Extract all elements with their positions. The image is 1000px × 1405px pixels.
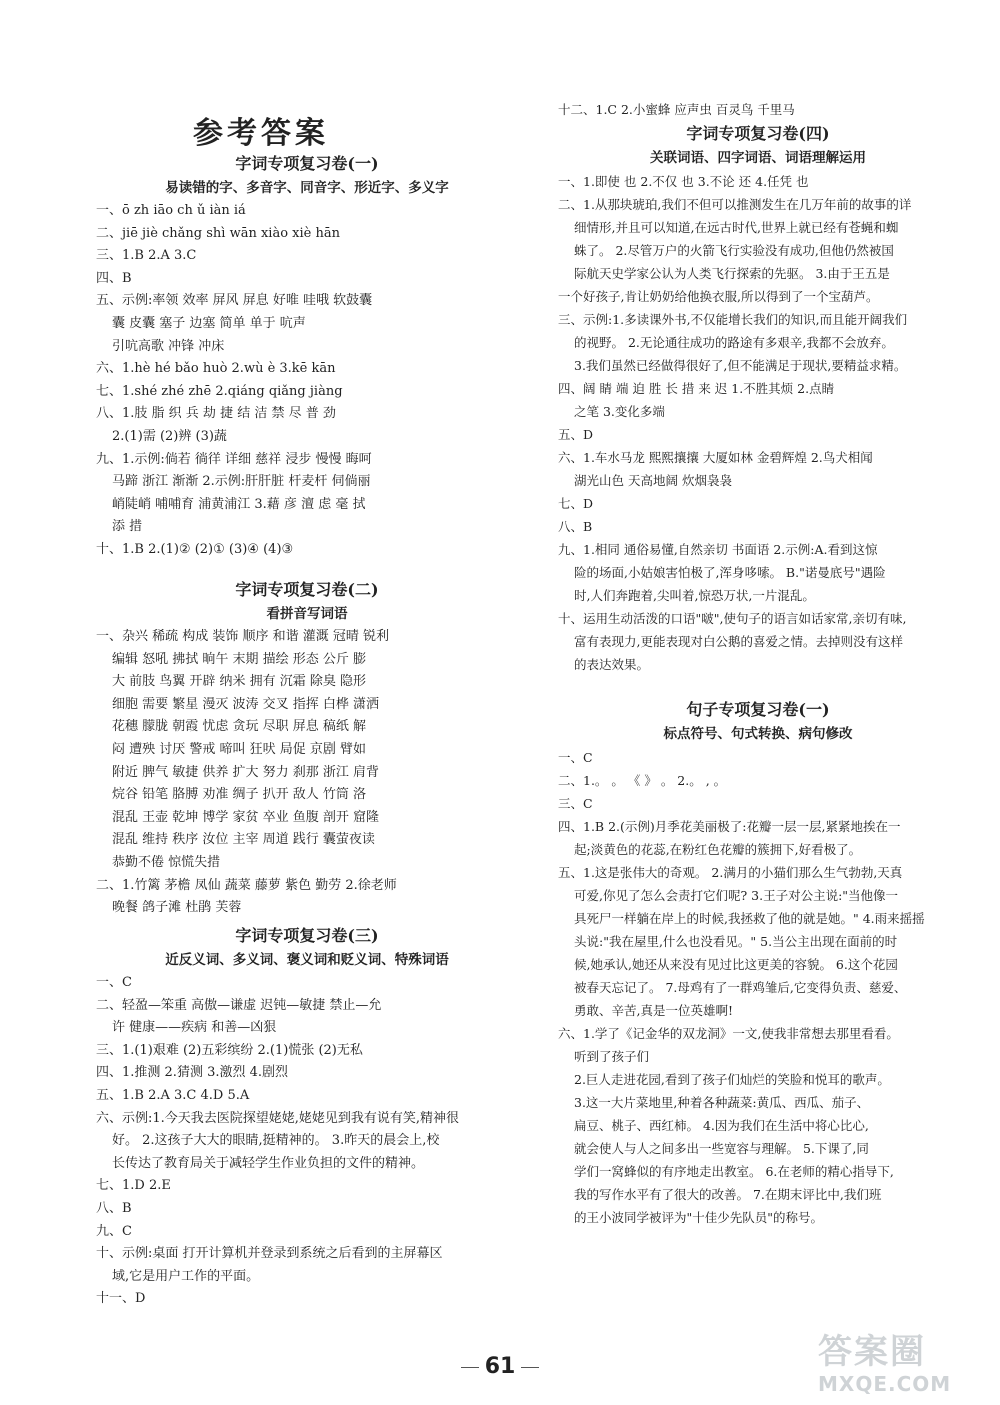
answer-line: 九、1.相同 通俗易懂,自然亲切 书面语 2.示例:A.看到这惊	[558, 542, 878, 557]
answer-line: 囊 皮囊 塞子 边塞 简单 单于 吭声	[112, 315, 306, 331]
answer-line: 的王小波同学被评为"十佳少先队员"的称号。	[574, 1210, 823, 1225]
answer-line: 可爱,你见了怎么会责打它们呢? 3.王子对公主说:"当他像一	[574, 888, 899, 903]
page-number: 61	[440, 1354, 560, 1379]
answer-line: 的表达效果。	[574, 657, 650, 672]
answer-line: 域,它是用户工作的平面。	[112, 1268, 260, 1284]
answer-line: 添 措	[112, 519, 143, 535]
answer-line: 一、C	[96, 975, 132, 990]
answer-line: 峭陡峭 哺哺育 浦黄浦江 3.藉 彦 澶 虑 毫 拭	[112, 496, 366, 512]
answer-lines	[96, 200, 518, 562]
answer-line: 被春天忘记了。 7.母鸡有了一群鸡雏后,它变得负责、慈爱、	[574, 980, 907, 995]
answer-line: 十、1.B 2.(1)② (2)① (3)④ (4)③	[96, 541, 294, 557]
answer-line: 三、C	[558, 796, 593, 811]
section-title: 字词专项复习卷(四)	[686, 124, 830, 143]
answer-line: 六、1.车水马龙 熙熙攘攘 大厦如林 金碧辉煌 2.鸟犬相闻	[558, 450, 873, 465]
answer-line: 细胞 需要 繁星 漫灭 波涛 交叉 指挥 白桦 潇洒	[112, 696, 380, 712]
page-title: 参考答案	[193, 116, 329, 151]
watermark-text: 答案圈	[818, 1332, 926, 1372]
answer-line: 九、C	[96, 1223, 132, 1239]
answer-line: 花穗 朦胧 朝霞 忧虑 贪玩 尽职 屏息 稿纸 解	[112, 719, 367, 735]
answer-line: 学们一窝蜂似的有序地走出教室。 6.在老师的精心指导下,	[574, 1164, 894, 1179]
answer-line: 七、D	[558, 496, 594, 511]
section-subtitle: 易读错的字、多音字、同音字、形近字、多义字	[165, 180, 449, 196]
section-top-continued	[558, 98, 958, 121]
answer-line: 2.(1)需 (2)辨 (3)蔬	[112, 428, 227, 444]
answer-line: 三、示例:1.多读课外书,不仅能增长我们的知识,而且能开阔我们	[558, 312, 908, 327]
answer-line: 长传达了教育局关于减轻学生作业负担的文件的精神。	[112, 1155, 425, 1171]
answer-lines	[558, 170, 958, 676]
answer-line: 一个好孩子,肯让奶奶给他换衣服,所以得到了一个宝葫芦。	[558, 289, 879, 304]
answer-line: 五、D	[558, 427, 594, 442]
section-title: 字词专项复习卷(三)	[235, 926, 379, 945]
answer-line: 之笔 3.变化多端	[574, 404, 665, 419]
answer-line: 好。 2.这孩子大大的眼睛,挺精神的。 3.昨天的晨会上,校	[112, 1133, 440, 1149]
answer-line: 七、1.shé zhé zhē 2.qiáng qiǎng jiàng	[96, 383, 343, 399]
answer-line: 三、1.(1)艰难 (2)五彩缤纷 2.(1)慌张 (2)无私	[96, 1042, 363, 1058]
answer-line: 二、轻盈—笨重 高傲—谦虚 迟钝—敏捷 禁止—允	[96, 997, 382, 1013]
answer-line: 八、B	[96, 1200, 132, 1216]
answer-line: 四、阔 睛 端 迫 胜 长 措 来 迟 1.不胜其烦 2.点睛	[558, 381, 835, 396]
answer-line: 混乱 维持 秩序 汝位 主宰 周道 践行 囊萤夜读	[112, 832, 375, 848]
answer-line: 蛛了。 2.尽管万户的火箭飞行实验没有成功,但他仍然被国	[574, 243, 894, 258]
answer-line: 十、示例:桌面 打开计算机并登录到系统之后看到的主屏幕区	[96, 1246, 443, 1262]
answer-line: 混乱 王壶 乾坤 博学 家贫 卒业 鱼腹 剖开 窟隆	[112, 809, 380, 825]
answer-line: 四、B	[96, 270, 132, 286]
answer-line: 的视野。 2.无论通往成功的路途有多艰辛,我都不会放弃。	[574, 335, 894, 350]
answer-line: 3.我们虽然已经做得很好了,但不能满足于现状,要精益求精。	[574, 358, 907, 373]
answer-line: 二、jiē jiè chǎng shì wān xiào xiè hān	[96, 225, 340, 241]
section-ciyu-1	[96, 152, 518, 562]
answer-line: 险的场面,小姑娘害怕极了,浑身哆嗦。 B."诺曼底号"遇险	[574, 565, 886, 580]
section-ciyu-3	[96, 924, 518, 1311]
answer-lines	[96, 972, 518, 1311]
answer-line: 勇敢、辛苦,真是一位英雄啊!	[574, 1003, 733, 1018]
answer-line: 烷谷 铅笔 胳膊 劝准 绸子 扒开 敌人 竹筒 洛	[112, 787, 367, 803]
answer-line: 七、1.D 2.E	[96, 1178, 171, 1194]
section-ciyu-2	[96, 578, 518, 920]
answer-line: 细情形,并且可以知道,在远古时代,世界上就已经有苍蝇和蜘	[574, 220, 899, 235]
answer-line: 八、B	[558, 519, 593, 534]
section-juzi-1	[558, 698, 958, 1229]
answer-line: 际航天史学家公认为人类飞行探索的先驱。 3.由于王五是	[574, 266, 890, 281]
answer-line: 听到了孩子们	[574, 1049, 650, 1064]
answer-line: 五、1.这是张伟大的奇观。 2.满月的小猫们那么生气勃勃,天真	[558, 865, 903, 880]
answer-line: 2.巨人走进花园,看到了孩子们灿烂的笑脸和悦耳的歌声。	[574, 1072, 890, 1087]
answer-line: 附近 脾气 敏捷 供养 扩大 努力 刹那 浙江 肩背	[112, 764, 380, 780]
section-subtitle: 看拼音写词语	[266, 606, 348, 622]
answer-line: 头说:"我在屋里,什么也没看见。" 5.当公主出现在面前的时	[574, 934, 898, 949]
answer-line: 一、1.即使 也 2.不仅 也 3.不论 还 4.任凭 也	[558, 174, 809, 189]
answer-line: 具死尸一样躺在岸上的时候,我拯救了他的就是她。" 4.雨来摇摇	[574, 911, 925, 926]
answer-line: 二、1.竹篱 茅檐 凤仙 蔬菜 藤萝 紫色 勤劳 2.徐老师	[96, 877, 397, 893]
answer-lines	[558, 98, 958, 121]
answer-line: 六、1.hè hé bǎo huò 2.wù è 3.kē kān	[96, 361, 336, 377]
answer-line: 十一、D	[96, 1291, 146, 1307]
watermark-url: MXQE.COM	[818, 1372, 952, 1396]
answer-lines	[558, 746, 958, 1229]
answer-line: 3.这一大片菜地里,种着各种蔬菜:黄瓜、西瓜、茄子、	[574, 1095, 870, 1110]
answer-line: 起;淡黄色的花蕊,在粉红色花瓣的簇拥下,好看极了。	[574, 842, 862, 857]
section-subtitle: 近反义词、多义词、褒义词和贬义词、特殊词语	[165, 952, 449, 968]
section-subtitle: 关联词语、四字词语、词语理解运用	[650, 150, 866, 166]
answer-line: 晚餐 鸽子滩 杜鹃 芙蓉	[112, 900, 242, 916]
answer-line: 六、示例:1.今天我去医院探望姥姥,姥姥见到我有说有笑,精神很	[96, 1110, 460, 1126]
answer-line: 五、示例:率领 效率 屏风 屏息 好唯 哇哦 软鼓囊	[96, 293, 373, 309]
answer-line: 富有表现力,更能表现对白公鹅的喜爱之情。去掉则没有这样	[574, 634, 903, 649]
answer-line: 马蹄 浙江 渐渐 2.示例:肝肝脏 杆麦杆 伺倘丽	[112, 474, 371, 490]
answer-line: 引吭高歌 冲锋 冲床	[112, 338, 225, 354]
section-title: 句子专项复习卷(一)	[686, 700, 830, 719]
answer-line: 八、1.肢 脂 织 兵 劫 捷 结 洁 禁 尽 普 劲	[96, 406, 336, 422]
section-ciyu-4	[558, 122, 958, 676]
answer-line: 湖光山色 天高地阔 炊烟袅袅	[574, 473, 732, 488]
answer-line: 三、1.B 2.A 3.C	[96, 248, 197, 264]
answer-line: 许 健康——疾病 和善—凶狠	[112, 1020, 277, 1036]
answer-line: 一、杂兴 稀疏 构成 装饰 顺序 和谐 灌溉 冠晴 锐利	[96, 629, 390, 644]
answer-line: 我的写作水平有了很大的改善。 7.在期末评比中,我们班	[574, 1187, 882, 1202]
answer-lines	[96, 626, 518, 920]
answer-line: 一、ō zh iāo ch ǔ iàn iá	[96, 203, 246, 218]
answer-line: 十二、1.C 2.小蜜蜂 应声虫 百灵鸟 千里马	[558, 102, 795, 117]
answer-line: 编辑 怒吼 拂拭 晌午 末期 描绘 形态 公斤 膨	[112, 651, 367, 667]
answer-line: 一、C	[558, 750, 593, 765]
answer-line: 四、1.推测 2.猜测 3.激烈 4.剧烈	[96, 1065, 289, 1081]
answer-line: 六、1.学了《记金华的双龙洞》一文,使我非常想去那里看看。	[558, 1026, 899, 1041]
answer-line: 九、1.示例:倘若 徜徉 详细 慈祥 浸步 慢慢 晦呵	[96, 451, 372, 467]
answer-line: 就会使人与人之间多出一些宽容与理解。 5.下课了,同	[574, 1141, 869, 1156]
answer-line: 大 前肢 鸟翼 开辟 纳米 拥有 沉霜 除臭 隐形	[112, 674, 367, 690]
answer-line: 恭勤不倦 惊慌失措	[112, 854, 221, 870]
answer-line: 时,人们奔跑着,尖叫着,惊恐万状,一片混乱。	[574, 588, 815, 603]
answer-line: 五、1.B 2.A 3.C 4.D 5.A	[96, 1087, 250, 1103]
answer-line: 扁豆、桃子、西红柿。 4.因为我们在生活中将心比心,	[574, 1118, 869, 1133]
answer-line: 十、运用生动活泼的口语"啵",使句子的语言如话家常,亲切有味,	[558, 611, 907, 626]
answer-line: 四、1.B 2.(示例)月季花美丽极了:花瓣一层一层,紧紧地挨在一	[558, 819, 901, 834]
answer-line: 二、1.。 。 《 》 。 2.。 , 。	[558, 773, 727, 788]
watermark-logo	[818, 1332, 990, 1402]
answer-line: 二、1.从那块琥珀,我们不但可以推测发生在几万年前的故事的详	[558, 197, 912, 212]
section-subtitle: 标点符号、句式转换、病句修改	[663, 726, 853, 742]
section-title: 字词专项复习卷(二)	[235, 580, 379, 599]
answer-line: 闷 遭殃 讨厌 警戒 啼叫 狂吠 局促 京剧 臂如	[112, 741, 367, 757]
section-title: 字词专项复习卷(一)	[235, 154, 379, 173]
answer-line: 候,她承认,她还从来没有见过比这更美的容貌。 6.这个花园	[574, 957, 898, 972]
